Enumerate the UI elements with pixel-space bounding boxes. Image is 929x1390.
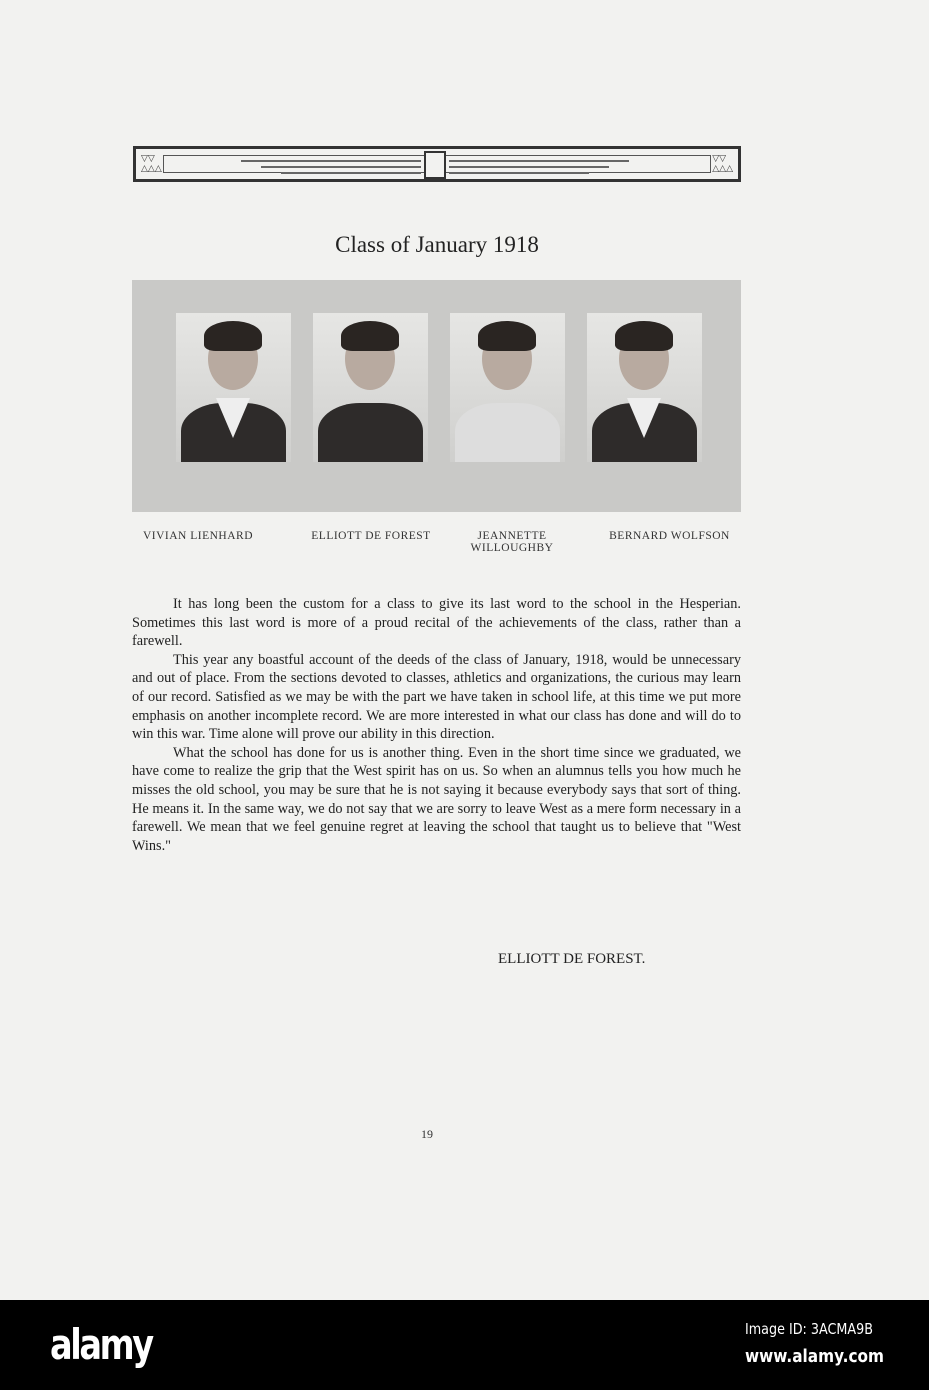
wing-line (449, 160, 629, 162)
alamy-logo: alamy (50, 1320, 152, 1369)
portrait-panel (132, 280, 741, 512)
wing-line (449, 172, 589, 174)
wing-line (241, 160, 421, 162)
triangle-motif-icon: ▽▽ △△△ (712, 153, 733, 173)
portrait-caption: JEANNETTE WILLOUGHBY (470, 530, 554, 554)
triangle-motif-icon: ▽▽ △△△ (141, 153, 162, 173)
paragraph: What the school has done for us is another thing. Even in the short time since we graduated, we have come to realize the grip that the West spirit has on us. So when an alumnus tells you how much he misses the old school, you may be sure that he is not saying it because everybody says that sort of thing. He means it. In the same way, we do not say that we are sorry to leave West as a mere form necessary in a farewell. We mean that we feel genuine regret at leaving the school that taught us to believe that "West Wins." (132, 744, 741, 854)
portrait-photo (176, 313, 291, 462)
portrait-caption: BERNARD WOLFSON (609, 530, 730, 542)
paragraph: This year any boastful account of the deeds of the class of January, 1918, would be unnecessary and out of place. From the sections devoted to classes, athletics and organizations, the curious may learn of our record. Satisfied as we may be with the part we have taken in school life, at this time we put more emphasis on another incomplete record. We are more interested in what our class has done and will do to win this war. Time alone will prove our ability in this direction. (132, 651, 741, 743)
page-title: Class of January 1918 (335, 232, 539, 257)
portrait-caption: VIVIAN LIENHARD (142, 530, 254, 542)
footer-url: www.alamy.com (745, 1346, 884, 1367)
article-body (132, 595, 741, 855)
image-id: Image ID: 3ACMA9B (745, 1320, 874, 1338)
signature: ELLIOTT DE FOREST. (498, 951, 646, 967)
wing-line (281, 172, 421, 174)
portrait-caption: ELLIOTT DE FOREST (311, 530, 431, 542)
wing-line (449, 166, 609, 168)
urn-emblem-icon (424, 151, 446, 179)
portrait-photo (313, 313, 428, 462)
portrait-photo (450, 313, 565, 462)
paragraph: It has long been the custom for a class to give its last word to the school in the Hesperian. Sometimes this last word is more of a proud recital of the achievements of the class, rather than a farewell. (132, 596, 741, 650)
page-number: 19 (421, 1127, 433, 1141)
header-ornament (133, 146, 741, 182)
portrait-photo (587, 313, 702, 462)
wing-line (261, 166, 421, 168)
watermark-footer (0, 1300, 929, 1390)
